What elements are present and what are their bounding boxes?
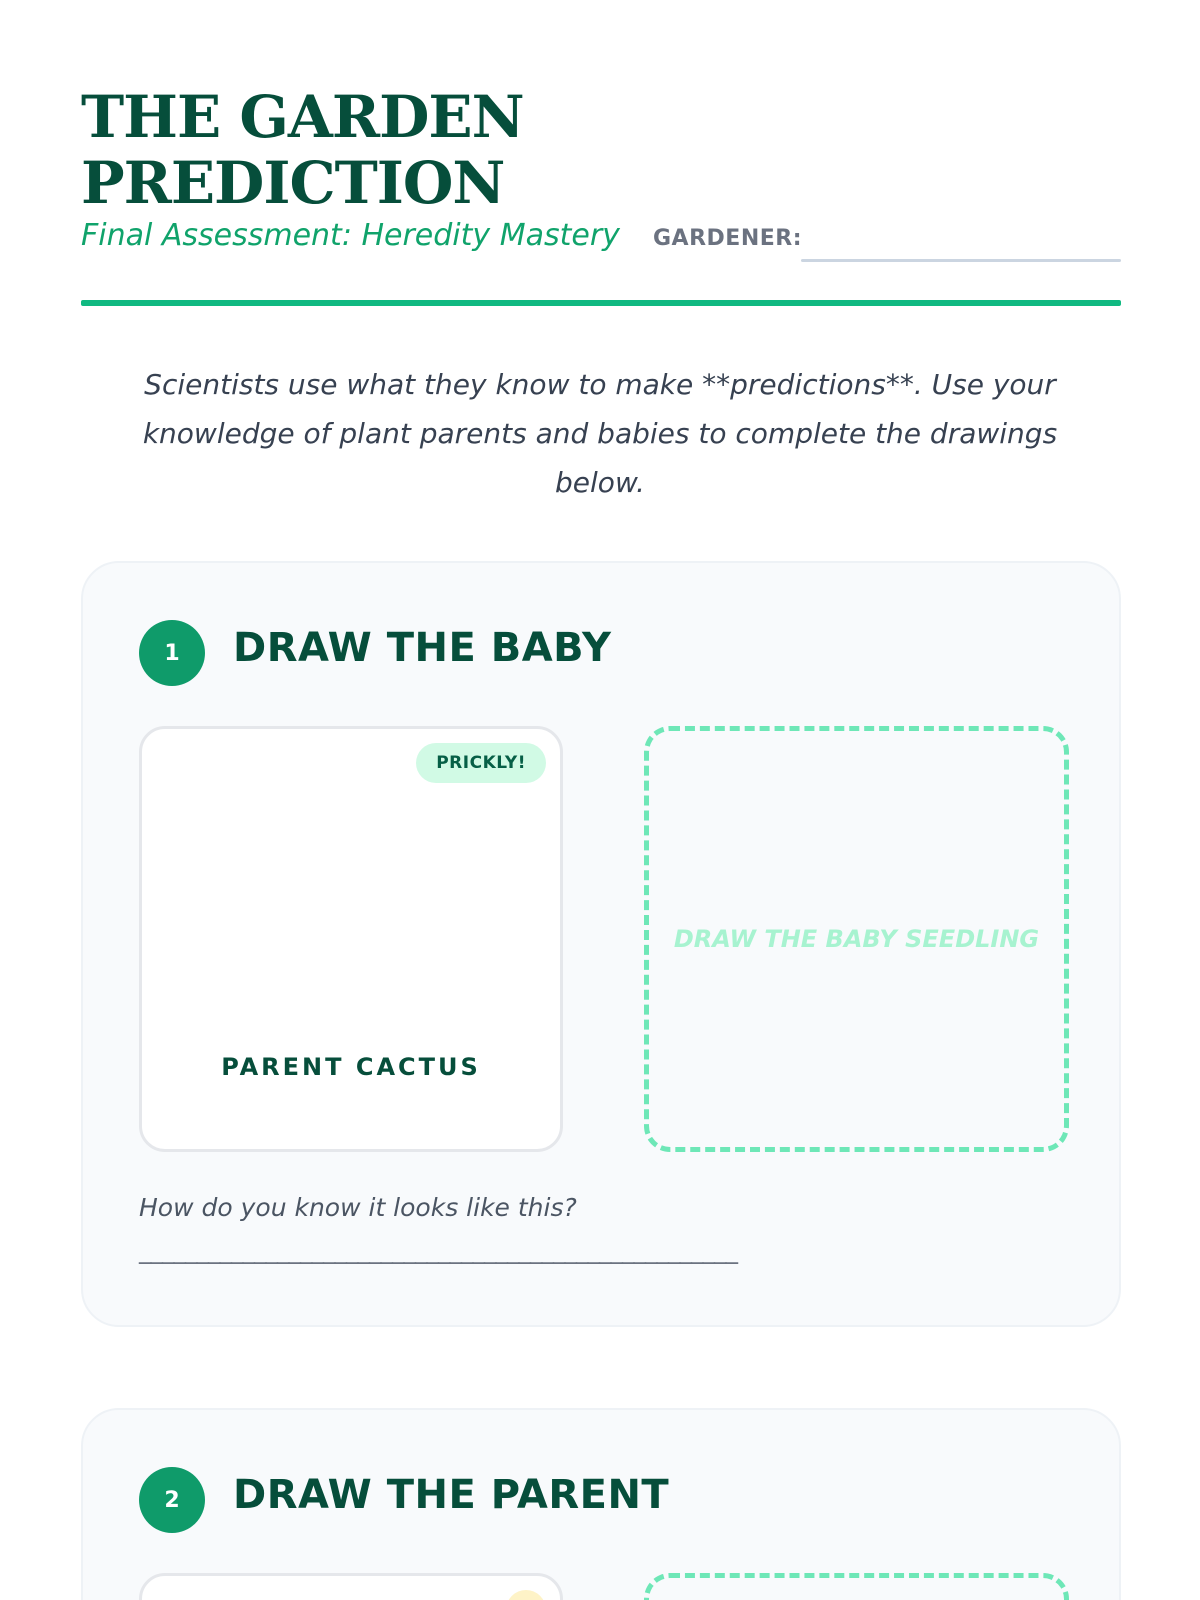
- header-divider: [81, 300, 1121, 306]
- gardener-label: GARDENER:: [653, 226, 802, 251]
- baby-plant-panel: [139, 1573, 563, 1600]
- section-title: DRAW THE BABY: [233, 625, 612, 671]
- section-number-badge: 2: [139, 1467, 205, 1533]
- section-draw-parent: [81, 1408, 1121, 1600]
- section-draw-baby: [81, 561, 1121, 1327]
- section-title: DRAW THE PARENT: [233, 1472, 670, 1518]
- subtitle-row: [81, 218, 1121, 264]
- gardener-name-field[interactable]: [801, 259, 1121, 262]
- drawing-area-hint: DRAW THE BABY SEEDLING: [673, 925, 1040, 953]
- page-subtitle: Final Assessment: Heredity Mastery: [81, 218, 620, 253]
- page-title: THE GARDEN PREDICTION: [81, 83, 524, 217]
- prickly-badge: PRICKLY!: [416, 743, 546, 783]
- parent-drawing-area[interactable]: [644, 1573, 1069, 1600]
- page-header: [81, 83, 1121, 253]
- intro-text: Scientists use what they know to make **predictions**. Use your knowledge of plant parents and babies to complete the drawings below.: [142, 368, 1058, 499]
- answer-line[interactable]: ____________________________________________________: [139, 1235, 737, 1264]
- parent-cactus-panel: [139, 726, 563, 1152]
- parent-cactus-label: PARENT CACTUS: [221, 1053, 481, 1081]
- trait-badge: [506, 1590, 546, 1600]
- reasoning-question: How do you know it looks like this?: [139, 1193, 577, 1222]
- section-number-badge: 1: [139, 620, 205, 686]
- baby-drawing-area[interactable]: [644, 726, 1069, 1152]
